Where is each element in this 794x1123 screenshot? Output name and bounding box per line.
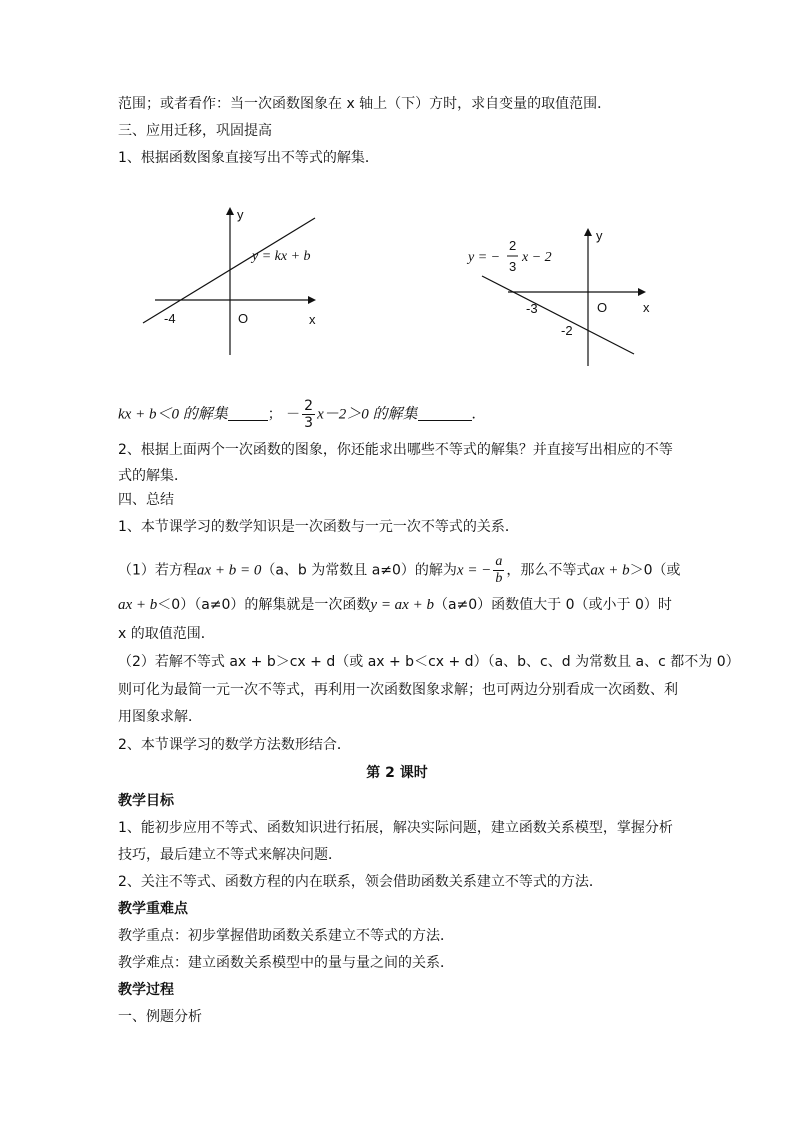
- answer-b-blank[interactable]: [418, 406, 472, 421]
- graph-1: [130, 200, 390, 370]
- s2-fn: y = ax + b: [370, 597, 434, 613]
- graph1-function-line: [143, 218, 315, 323]
- graph1-y-arrow: [226, 207, 234, 215]
- s1-c: ，那么不等式: [506, 562, 591, 579]
- summary-sub1-line1: [118, 554, 681, 587]
- summary-point-2: 2、本节课学习的数学方法数形结合．: [118, 737, 351, 753]
- graph1-x-label: x: [309, 312, 316, 327]
- s1-b: （a、b 为常数且 a≠0）的解为: [261, 562, 457, 579]
- graph2-function-line: [482, 276, 634, 354]
- question-1: 1、根据函数图象直接写出不等式的解集．: [118, 150, 379, 166]
- graph2-origin: O: [597, 300, 608, 315]
- key-point-1: 教学重点：初步掌握借助函数关系建立不等式的方法．: [118, 928, 454, 944]
- lesson-2-title: 第 2 课时: [366, 765, 428, 781]
- graph1-origin: O: [238, 311, 249, 326]
- question-2-line1: 2、根据上面两个一次函数的图象，你还能求出哪些不等式的解集？并直接写出相应的不等: [118, 442, 673, 458]
- goal-1-line2: 技巧，最后建立不等式来解决问题．: [118, 847, 342, 863]
- answer-b-fraction: $\frac{2}{3}$: [304, 398, 314, 431]
- answer-a-text: kx + b＜0 的解集: [118, 406, 228, 423]
- answer-b-text: x－2＞0 的解集: [317, 406, 418, 423]
- s1-d: ＞0（或: [629, 562, 681, 579]
- answer-line: [118, 398, 486, 431]
- key-point-2: 教学难点：建立函数关系模型中的量与量之间的关系．: [118, 955, 454, 971]
- summary-sub2-line1: （2）若解不等式 ax + b＞cx + d（或 ax + b＜cx + d）（a、b、c、d 为常数且 a、c 都不为 0）: [118, 654, 740, 670]
- key-points-heading: 教学重难点: [118, 901, 188, 917]
- answer-b-minus: －: [286, 406, 301, 423]
- graph1-equation: y = kx + b: [252, 249, 311, 264]
- graph2-y-arrow: [584, 228, 592, 236]
- answer-end: ．: [471, 406, 486, 423]
- graph2-x-arrow: [638, 288, 646, 296]
- goal-1-line1: 1、能初步应用不等式、函数知识进行拓展，解决实际问题，建立函数关系模型，掌握分析: [118, 820, 673, 836]
- s2-ineq: ax + b: [118, 597, 158, 613]
- graph-2: [468, 226, 688, 376]
- section-heading-summary: 四、总结: [118, 492, 174, 508]
- s2-b: （a≠0）函数值大于 0（或小于 0）时: [433, 597, 672, 613]
- graph2-y-intercept: -2: [561, 323, 573, 338]
- graph2-x-intercept: -3: [526, 301, 538, 316]
- example-heading: 一、例题分析: [118, 1009, 202, 1025]
- graph1-y-label: y: [237, 207, 244, 222]
- answer-a-blank[interactable]: [228, 406, 268, 421]
- graph1-x-arrow: [308, 296, 316, 304]
- question-2-line2: 式的解集．: [118, 468, 188, 484]
- summary-sub1-line3: x 的取值范围．: [118, 626, 215, 642]
- para-range-text: 范围；或者看作：当一次函数图象在 x 轴上（下）方时，求自变量的取值范围．: [118, 96, 612, 112]
- s1-eq: ax + b = 0: [196, 562, 262, 579]
- graph2-eq-frac-den: 3: [509, 259, 517, 274]
- goals-heading: 教学目标: [118, 793, 174, 809]
- answer-sep: ；: [267, 406, 282, 423]
- goal-2: 2、关注不等式、函数方程的内在联系，领会借助函数关系建立不等式的方法．: [118, 874, 603, 890]
- summary-sub1-line2: [118, 595, 672, 615]
- process-heading: 教学过程: [118, 982, 174, 998]
- summary-sub2-line2: 则可化为最简一元一次不等式，再利用一次函数图象求解；也可两边分别看成一次函数、利: [118, 682, 678, 698]
- graph2-eq-suffix: x − 2: [522, 250, 552, 265]
- graph2-eq-frac-num: 2: [509, 238, 517, 253]
- summary-point-1: 1、本节课学习的数学知识是一次函数与一元一次不等式的关系．: [118, 519, 519, 535]
- graph2-y-label: y: [596, 228, 603, 243]
- summary-sub2-line3: 用图象求解．: [118, 709, 202, 725]
- s2-a: ＜0）（a≠0）的解集就是一次函数: [157, 597, 371, 613]
- s1-ineq: ax + b: [590, 562, 630, 579]
- graph1-intercept-label: -4: [164, 311, 176, 326]
- s1-a: （1）若方程: [118, 562, 197, 579]
- s1-x: x = −: [456, 562, 492, 579]
- graph2-x-label: x: [643, 300, 650, 315]
- section-heading-apply: 三、应用迁移，巩固提高: [118, 123, 272, 139]
- s1-fraction: $\frac{a}{b}$: [495, 554, 503, 586]
- graph2-eq-prefix: y = −: [468, 250, 501, 265]
